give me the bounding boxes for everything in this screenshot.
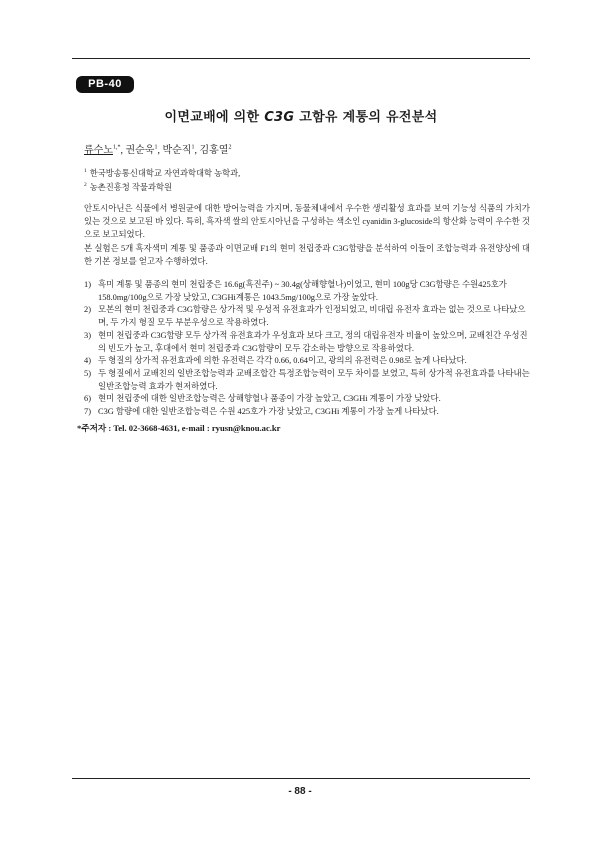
author-name: 박순직 [162, 145, 192, 156]
affiliation-mark: 1 [84, 168, 87, 175]
result-number: 3) [84, 330, 91, 340]
result-item [84, 279, 530, 304]
top-rule [72, 58, 530, 59]
paper-title [72, 106, 530, 125]
title-part-italic: C3G [264, 110, 295, 125]
intro-paragraph: 안토시아닌은 식물에서 병원균에 대한 방어능력을 가지며, 동물체내에서 우수한 생리활성 효과를 보여 기능성 식품의 가치가 있는 것으로 보고된 바 있다. 특히, 흑자색 쌀의 안토시아닌을 구성하는 색소인 cyanidin 3-glucoside의 항산화 능력이 우수한 것으로 보고되었다. [84, 204, 530, 239]
result-text: 현미 천립중에 대한 일반조합능력은 상해향혈나 품종이 가장 높았고, C3GHi 계통이 가장 낮았다. [98, 394, 441, 404]
affiliation [84, 167, 240, 179]
page-number: - 88 - [288, 786, 312, 797]
result-number: 4) [84, 356, 91, 366]
result-item [84, 304, 530, 329]
author-name: 권순욱 [125, 145, 155, 156]
result-number: 7) [84, 407, 91, 417]
result-item [84, 368, 530, 393]
affiliation-mark: 2 [84, 182, 87, 189]
title-part-1: 이면교배에 의한 [164, 110, 265, 125]
affiliation [84, 181, 172, 193]
affiliation-text: 한국방송통신대학교 자연과학대학 농학과, [89, 169, 241, 178]
result-text: C3G 함량에 대한 일반조합능력은 수원 425호가 가장 낮았고, C3GHi 계통이 가장 높게 나타났다. [98, 407, 439, 417]
author-mark: 2 [228, 144, 232, 151]
author-list: 류수노$^{1,*}$, 권순욱$^1$, 박순직$^1$, 김홍열$^2$ [84, 144, 232, 156]
result-number: 5) [84, 368, 91, 378]
corresponding-author-contact: *주저자 : Tel. 02-3668-4631, e-mail : ryusn@knou.ac.kr [77, 423, 281, 433]
author-mark: 1 [154, 144, 158, 151]
session-badge: PB-40 [76, 76, 134, 93]
result-text: 현미 천립중과 C3G함량 모두 상가적 유전효과가 우성효과 보다 크고, 정의 대립유전자 비율이 높았으며, 교배친간 우성진의 빈도가 높고, 후대에서 현미 천립중과 C3G함량이 모두 감소하는 방향으로 작용하였다. [98, 330, 528, 353]
results-list [84, 279, 530, 419]
result-number: 1) [84, 280, 91, 289]
result-number: 2) [84, 305, 91, 315]
result-text: 두 형질의 상가적 유전효과에 의한 유전력은 각각 0.66, 0.64이고, 광의의 유전력은 0.98로 높게 나타났다. [98, 356, 467, 366]
result-number: 6) [84, 394, 91, 404]
author-mark: 1 [191, 144, 195, 151]
result-item [84, 355, 530, 368]
result-text: 두 형질에서 교배친의 일반조합능력과 교배조합간 특정조합능력이 모두 차이를 보였고, 특히 상가적 유전효과를 나타내는 일반조합능력 효과가 현저하였다. [98, 368, 530, 391]
title-part-2: 고함유 계통의 유전분석 [294, 110, 438, 125]
method-paragraph: 본 실험은 5개 흑자색미 계통 및 품종과 이면교배 F1의 현미 천립중과 C3G함량을 분석하여 이들이 조합능력과 유전양상에 대한 기본 정보를 얻고자 수행하였다. [84, 244, 530, 266]
author-mark: 1,* [112, 144, 121, 151]
result-item [84, 393, 530, 406]
author-name: 류수노 [84, 145, 113, 156]
result-item [84, 330, 530, 355]
result-text: 흑미 계통 및 품종의 현미 천립중은 16.6g(흑진주) ~ 30.4g(상해향혈나)이었고, 현미 100g당 C3G함량은 수원425호가 158.0mg/100g으로 가장 낮았고, C3GHi계통은 1043.5mg/100g으로 가장 높았다. [98, 280, 507, 302]
result-item [84, 406, 530, 419]
affiliation-text: 농촌진흥청 작물과학원 [89, 183, 172, 192]
bottom-rule [72, 778, 530, 779]
result-text: 모본의 현미 천립중과 C3G함량은 상가적 및 우성적 유전효과가 인정되었고, 비대립 유전자 효과는 없는 것으로 나타났으며, 두 가지 형질 모두 부분우성으로 작용하였다. [98, 305, 526, 328]
author-name: 김홍열 [199, 145, 229, 156]
